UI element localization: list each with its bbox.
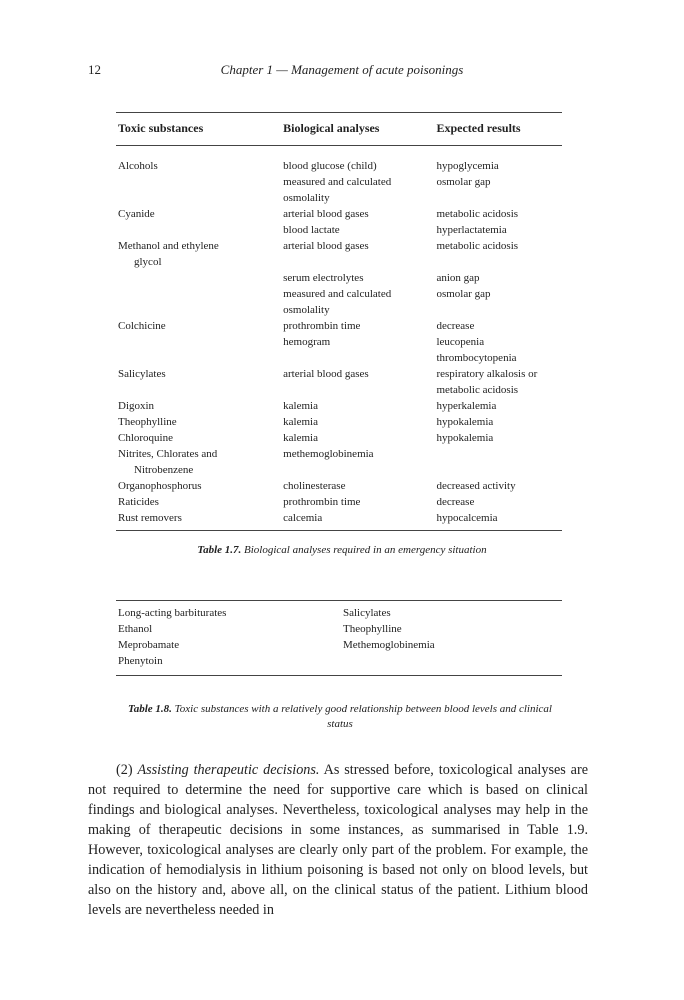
caption-label: Table 1.7. — [197, 544, 242, 556]
cell-toxic-substance — [116, 222, 283, 238]
table-row — [116, 510, 562, 531]
cell-line: osmolar gap — [436, 288, 491, 300]
cell-biological-analysis — [283, 146, 436, 175]
cell-biological-analysis — [283, 430, 436, 446]
table-header-row — [116, 113, 562, 146]
cell-expected-result — [436, 510, 562, 531]
cell-line: prothrombin time — [283, 496, 361, 508]
cell-line: osmolality — [283, 304, 330, 316]
cell-line: Raticides — [118, 496, 159, 508]
cell-biological-analysis — [283, 222, 436, 238]
cell-expected-result — [436, 494, 562, 510]
cell-line: hypokalemia — [436, 416, 494, 428]
table-column-right — [343, 605, 435, 669]
cell-biological-analysis — [283, 510, 436, 531]
cell-expected-result — [436, 286, 562, 318]
table-row — [116, 286, 562, 318]
table-row — [116, 366, 562, 398]
cell-expected-result — [436, 430, 562, 446]
cell-line: methemoglobinemia — [283, 448, 374, 460]
cell-biological-analysis — [283, 286, 436, 318]
table-row — [116, 478, 562, 494]
cell-toxic-substance — [116, 446, 283, 478]
cell-toxic-substance — [116, 318, 283, 334]
caption-text: Biological analyses required in an emergency situation — [244, 544, 487, 556]
column-header-toxic-substances: Toxic substances — [116, 113, 283, 146]
caption-label: Table 1.8. — [128, 703, 172, 715]
table-row — [116, 206, 562, 222]
cell-toxic-substance — [116, 478, 283, 494]
column-header-expected-results: Expected results — [436, 113, 562, 146]
cell-biological-analysis — [283, 366, 436, 398]
cell-line: Theophylline — [118, 416, 177, 428]
table-row — [116, 146, 562, 175]
cell-line: arterial blood gases — [283, 208, 369, 220]
cell-toxic-substance — [116, 270, 283, 286]
cell-line: Alcohols — [118, 160, 158, 172]
cell-expected-result — [436, 446, 562, 478]
cell-toxic-substance — [116, 206, 283, 222]
cell-line: kalemia — [283, 400, 318, 412]
list-item: Meprobamate — [118, 639, 180, 651]
cell-line: arterial blood gases — [283, 240, 369, 252]
cell-line: metabolic acidosis — [436, 240, 519, 252]
table-biological-analyses — [116, 112, 562, 531]
table-row — [116, 430, 562, 446]
cell-biological-analysis — [283, 446, 436, 478]
cell-line: osmolality — [283, 192, 330, 204]
cell-line: metabolic acidosis — [436, 384, 519, 396]
cell-expected-result — [436, 206, 562, 222]
cell-biological-analysis — [283, 334, 436, 366]
cell-biological-analysis — [283, 414, 436, 430]
cell-line: kalemia — [283, 416, 318, 428]
list-item: Methemoglobinemia — [343, 639, 435, 651]
cell-line: blood lactate — [283, 224, 340, 236]
page-number: 12 — [88, 62, 101, 77]
table-row — [116, 222, 562, 238]
cell-line: hypoglycemia — [436, 160, 499, 172]
cell-line: anion gap — [436, 272, 480, 284]
cell-toxic-substance — [116, 238, 283, 270]
cell-expected-result — [436, 478, 562, 494]
cell-line: decrease — [436, 496, 475, 508]
table-row — [116, 318, 562, 334]
cell-expected-result — [436, 334, 562, 366]
cell-line: blood glucose (child) — [283, 160, 377, 172]
cell-expected-result — [436, 222, 562, 238]
cell-line: Methanol and ethylene — [118, 240, 219, 252]
cell-biological-analysis — [283, 270, 436, 286]
cell-line: Cyanide — [118, 208, 155, 220]
table-body — [116, 146, 562, 531]
cell-line: respiratory alkalosis or — [436, 368, 538, 380]
table-column-left — [116, 605, 343, 669]
table-row — [116, 446, 562, 478]
cell-toxic-substance — [116, 430, 283, 446]
cell-line: Salicylates — [118, 368, 166, 380]
cell-line: cholinesterase — [283, 480, 346, 492]
cell-line: hyperlactatemia — [436, 224, 507, 236]
cell-expected-result — [436, 146, 562, 175]
cell-line: leucopenia — [436, 336, 485, 348]
cell-line: decrease — [436, 320, 475, 332]
cell-expected-result — [436, 238, 562, 270]
cell-expected-result — [436, 174, 562, 206]
cell-line: hyperkalemia — [436, 400, 497, 412]
cell-toxic-substance — [116, 174, 283, 206]
body-paragraph — [88, 760, 588, 920]
table-row — [116, 494, 562, 510]
table-row — [116, 414, 562, 430]
cell-toxic-substance — [116, 146, 283, 175]
cell-line: hemogram — [283, 336, 331, 348]
cell-line: metabolic acidosis — [436, 208, 519, 220]
cell-toxic-substance — [116, 334, 283, 366]
table-row — [116, 174, 562, 206]
caption-text: Toxic substances with a relatively good relationship between blood levels and clinical status — [174, 703, 552, 730]
table-row — [116, 270, 562, 286]
cell-line: measured and calculated — [283, 176, 392, 188]
cell-biological-analysis — [283, 398, 436, 414]
cell-line: Nitrobenzene — [134, 464, 194, 476]
cell-line: glycol — [134, 256, 162, 268]
cell-line: Rust removers — [118, 512, 182, 524]
cell-biological-analysis — [283, 174, 436, 206]
paragraph-text: As stressed before, toxicological analyses are not required to determine the need for supportive care which is based on clinical findings and biological analyses. Nevertheless, toxicological analyses may help in the making of therapeutic decisions in some instances, as summarised in Table 1.9. However, toxicological analyses are clearly only part of the problem. For example, the indication of hemodialysis in lithium poisoning is based not only on blood levels, but also on the history and, above all, on the clinical status of the patient. Lithium blood levels are nevertheless needed in — [88, 762, 589, 918]
cell-line: osmolar gap — [436, 176, 491, 188]
cell-expected-result — [436, 414, 562, 430]
table-row — [116, 334, 562, 366]
cell-line: Nitrites, Chlorates and — [118, 448, 218, 460]
running-head: Chapter 1 — Management of acute poisonings — [220, 62, 464, 77]
cell-line: Organophosphorus — [118, 480, 202, 492]
cell-biological-analysis — [283, 206, 436, 222]
list-item: Phenytoin — [118, 655, 163, 667]
paragraph-lead: Assisting therapeutic decisions. — [137, 762, 320, 778]
paragraph-number: (2) — [116, 762, 133, 778]
cell-biological-analysis — [283, 478, 436, 494]
cell-line: decreased activity — [436, 480, 516, 492]
cell-line: calcemia — [283, 512, 323, 524]
table-row — [116, 238, 562, 270]
table-caption-1-8 — [120, 702, 560, 732]
cell-toxic-substance — [116, 398, 283, 414]
cell-line: measured and calculated — [283, 288, 392, 300]
cell-line: thrombocytopenia — [436, 352, 517, 364]
cell-toxic-substance — [116, 414, 283, 430]
cell-toxic-substance — [116, 494, 283, 510]
cell-line: hypocalcemia — [436, 512, 498, 524]
cell-expected-result — [436, 270, 562, 286]
table-row — [116, 398, 562, 414]
list-item: Long-acting barbiturates — [118, 607, 227, 619]
cell-line: Digoxin — [118, 400, 155, 412]
cell-biological-analysis — [283, 318, 436, 334]
cell-line: Chloroquine — [118, 432, 173, 444]
cell-line: serum electrolytes — [283, 272, 364, 284]
table-toxic-substances-relationship — [116, 600, 562, 676]
cell-line: Colchicine — [118, 320, 166, 332]
cell-toxic-substance — [116, 366, 283, 398]
cell-toxic-substance — [116, 510, 283, 531]
list-item: Ethanol — [118, 623, 153, 635]
cell-expected-result — [436, 318, 562, 334]
list-item: Salicylates — [343, 607, 391, 619]
cell-expected-result — [436, 366, 562, 398]
cell-biological-analysis — [283, 238, 436, 270]
cell-expected-result — [436, 398, 562, 414]
list-item: Theophylline — [343, 623, 402, 635]
cell-line: hypokalemia — [436, 432, 494, 444]
cell-biological-analysis — [283, 494, 436, 510]
cell-line: prothrombin time — [283, 320, 361, 332]
cell-toxic-substance — [116, 286, 283, 318]
cell-line: arterial blood gases — [283, 368, 369, 380]
column-header-biological-analyses: Biological analyses — [283, 113, 436, 146]
cell-line: kalemia — [283, 432, 318, 444]
table-caption-1-7 — [0, 544, 684, 556]
